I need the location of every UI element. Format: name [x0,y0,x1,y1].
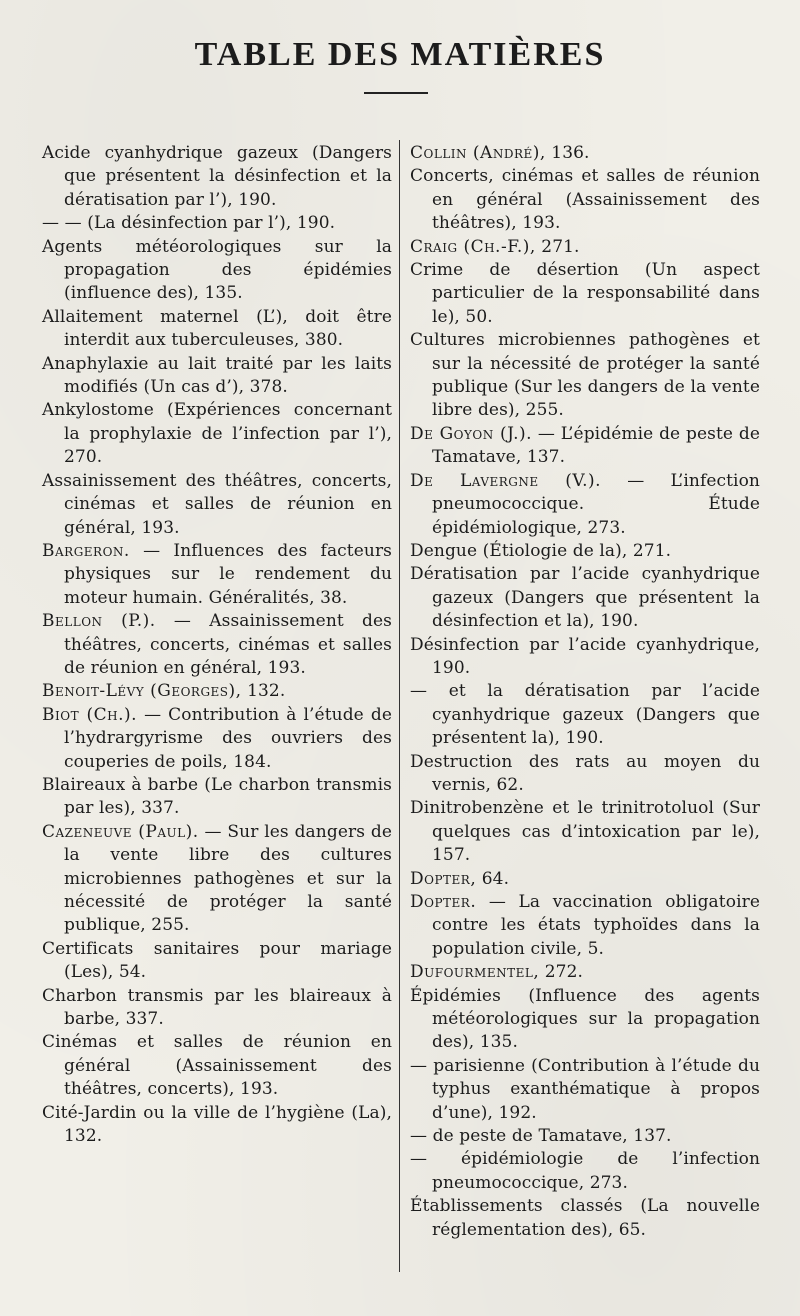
title-rule [364,92,428,94]
index-entry-text: Cinémas et salles de réunion en général (Assainissement des théâtres, concerts), 193. [42,1032,392,1100]
index-entry-text: Cité-Jardin ou la ville de l’hygiène (La), 132. [42,1102,392,1147]
index-entry [42,680,392,703]
index-entry-author: Bargeron. [42,540,130,561]
index-entry-text: Ankylostome (Expériences concernant la prophylaxie de l’infection par l’), 270. [42,400,392,468]
index-entry [410,142,760,165]
index-entry-text: — — (La désinfection par l’), 190. [42,213,336,234]
index-entry-author: Cazeneuve (Paul). [42,821,199,842]
index-entry [410,891,760,961]
index-entry-text: — Assainissement des théâtres, concerts, cinémas et salles de réunion en général, 193. [64,611,392,678]
index-entry-text: — La vaccination obligatoire contre les états typhoïdes dans la population civile, 5. [432,892,760,959]
index-entry-text: Dengue (Étiologie de la), 271. [410,540,672,561]
index-entry [410,1125,760,1148]
index-entry-text: Certificats sanitaires pour mariage (Les), 54. [42,938,392,983]
index-entry-text: 272. [539,962,584,983]
index-entry [42,306,392,353]
index-entry [410,868,760,891]
index-entry-text: Crime de désertion (Un aspect particulier de la responsabilité dans le), 50. [410,260,760,327]
index-entry-text: Anaphylaxie au lait traité par les laits modifiés (Un cas d’), 378. [42,353,392,398]
index-entry-author: Dopter, [410,868,477,889]
index-entry [42,610,392,680]
index-entry-text: Acide cyanhydrique gazeux (Dangers que présentent la désinfection et la dératisation par l’), 190. [42,143,392,210]
index-entry [410,797,760,867]
index-entry [410,985,760,1055]
index-entry-text: Assainissement des théâtres, concerts, cinémas et salles de réunion en général, 193. [42,470,392,538]
index-entry-text: — de peste de Tamatave, 137. [410,1126,672,1147]
index-entry [410,470,760,540]
left-column [42,142,392,1148]
index-entry-text: Cultures microbiennes pathogènes et sur la nécessité de protéger la santé publique (Sur les dangers de la vente libre des), 255. [410,330,760,421]
index-entry [42,985,392,1032]
index-entry-text: — L’infection pneumococcique. Étude épidémiologique, 273. [432,470,760,538]
index-entry-text: Allaitement maternel (L’), doit être interdit aux tuberculeuses, 380. [42,306,392,351]
index-entry [42,142,392,212]
index-entry [410,1055,760,1125]
index-entry [410,563,760,633]
index-entry [410,634,760,681]
index-entry-text: — L’épidémie de peste de Tamatave, 137. [432,423,760,468]
index-entry [42,236,392,306]
index-entry-text: Désinfection par l’acide cyanhydrique, 190. [410,634,760,678]
index-entry-text: 271. [535,236,580,257]
index-entry-text: — épidémiologie de l’infection pneumococcique, 273. [410,1149,760,1193]
index-entry-text: Dératisation par l’acide cyanhydrique gazeux (Dangers que présentent la désinfection et la), 190. [410,564,760,632]
index-entry [42,774,392,821]
index-entry [410,165,760,235]
index-entry-text: Charbon transmis par les blaireaux à barbe, 337. [42,985,392,1030]
index-entry-text: Épidémies (Influence des agents météorologiques sur la propagation des), 135. [410,985,760,1053]
index-entry [42,470,392,540]
index-entry-text: — Contribution à l’étude de l’hydrargyrisme des ouvriers des couperies de poils, 184. [64,704,393,772]
index-entry [42,540,392,610]
index-entry-text: — Influences des facteurs physiques sur le rendement du moteur humain. Généralités, 38. [64,540,392,608]
index-entry [410,259,760,329]
index-entry [410,680,760,750]
index-entry-text: Établissements classés (La nouvelle réglementation des), 65. [410,1196,760,1240]
index-entry-author: Dopter. [410,892,477,912]
index-entry [410,1195,760,1242]
index-entry-text: Agents météorologiques sur la propagation des épidémies (influence des), 135. [42,236,392,304]
index-entry [42,399,392,469]
index-entry-text: 64. [476,868,510,889]
index-entry [42,938,392,985]
index-entry-text: Concerts, cinémas et salles de réunion en général (Assainissement des théâtres), 193. [410,166,760,234]
page-title: TABLE DES MATIÈRES [194,36,606,73]
index-entry-author: Bellon (P.). [42,611,156,632]
index-entry-text: — Sur les dangers de la vente libre des cultures microbiennes pathogènes et sur la nécessité de protéger la santé publique, 255. [64,821,392,936]
index-entry [410,329,760,423]
column-divider [399,140,400,1272]
index-entry [42,821,392,938]
index-entry [410,751,760,798]
index-entry-text: 136. [545,143,590,163]
index-entry-author: Dufourmentel, [410,962,540,983]
index-entry [410,423,760,470]
index-entry [410,961,760,984]
index-entry-author: Craig (Ch.-F.), [410,236,536,257]
index-entry [410,540,760,563]
index-entry-author: Biot (Ch.). [42,704,138,725]
index-entry [42,212,392,235]
right-column [410,142,760,1242]
index-entry-text: 132. [241,681,286,702]
index-entry-text: Dinitrobenzène et le trinitrotoluol (Sur quelques cas d’intoxication par le), 157. [410,798,760,866]
index-entry [42,1102,392,1149]
index-entry [410,236,760,259]
index-entry-text: Blaireaux à barbe (Le charbon transmis par les), 337. [42,774,392,819]
index-entry-author: De Lavergne (V.). [410,470,602,491]
index-entry-text: Destruction des rats au moyen du vernis, 62. [410,751,760,795]
index-entry [42,1031,392,1101]
index-entry [410,1148,760,1195]
index-entry-author: De Goyon (J.). [410,423,533,444]
index-entry-text: — parisienne (Contribution à l’étude du typhus exanthématique à propos d’une), 192. [410,1055,760,1123]
index-entry-text: — et la dératisation par l’acide cyanhydrique gazeux (Dangers que présentent la), 190. [410,681,760,749]
index-entry [42,353,392,400]
index-entry [42,704,392,774]
index-entry-author: Benoit-Lévy (Georges), [42,681,242,702]
index-entry-author: Collin (André), [410,143,546,163]
